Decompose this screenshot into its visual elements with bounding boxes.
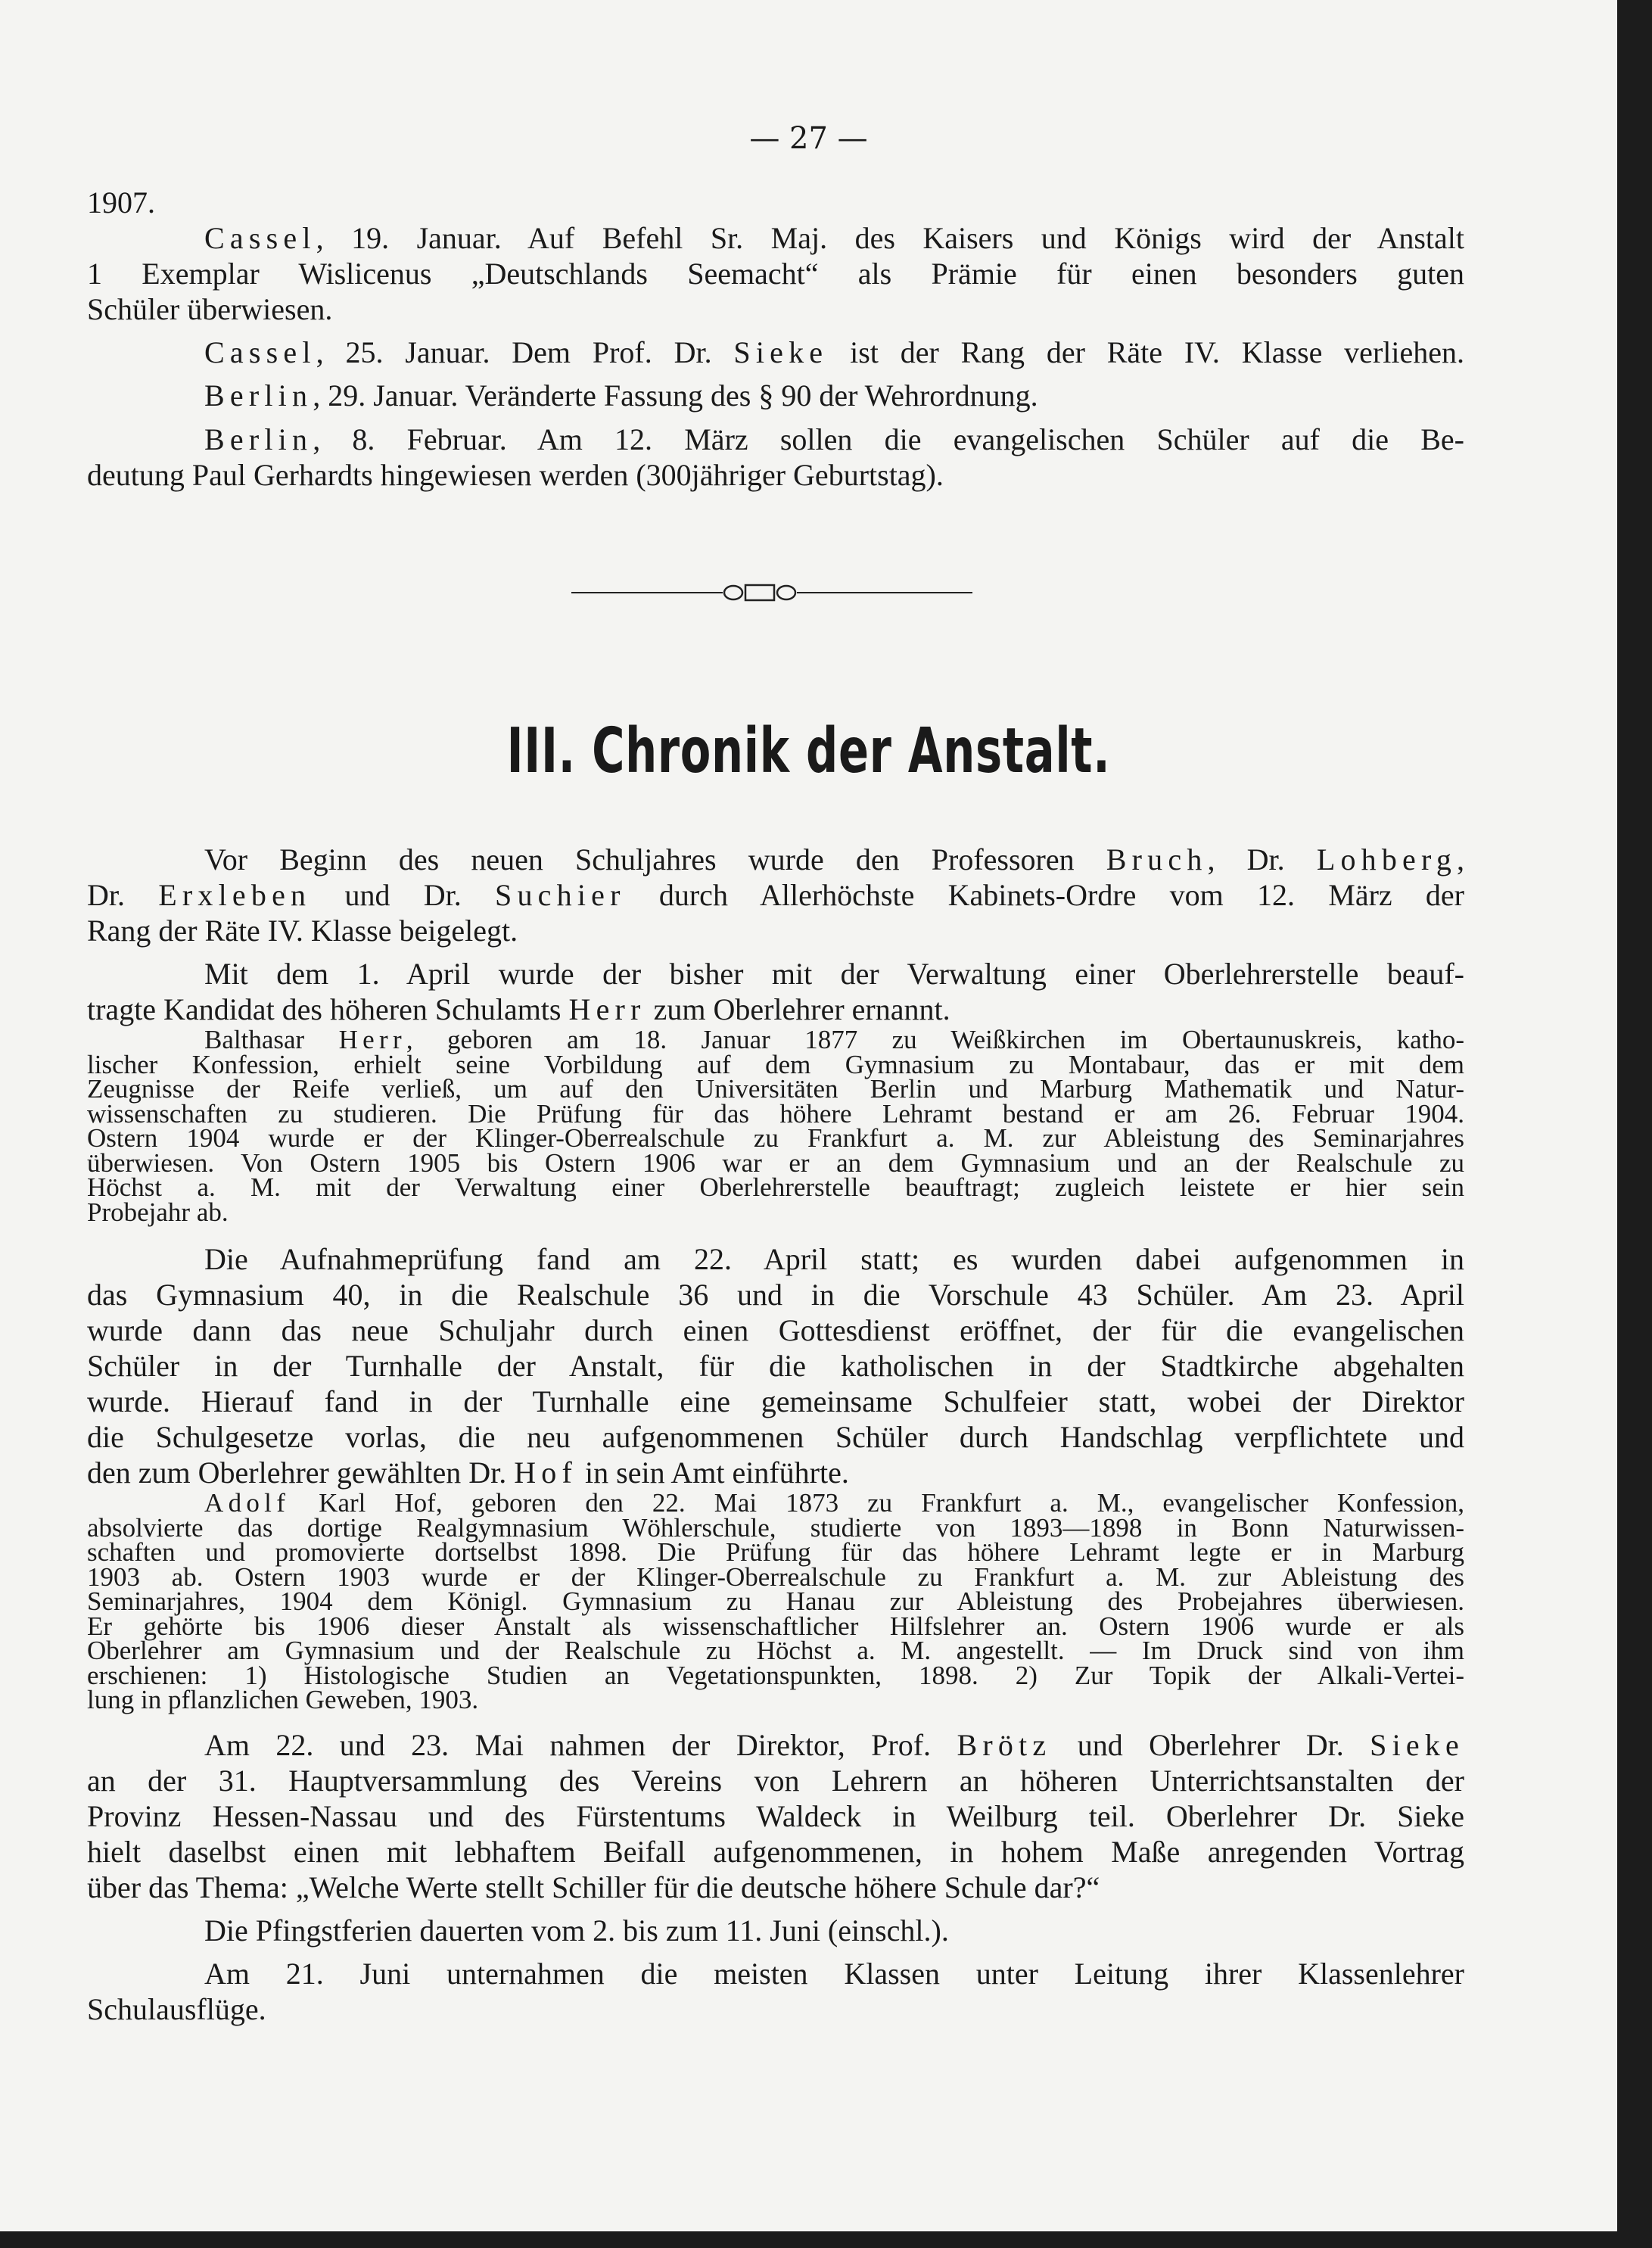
person-name: Brötz: [957, 1728, 1052, 1762]
place-name: Berlin: [204, 378, 313, 413]
text: in sein Amt einführte.: [577, 1456, 849, 1490]
paragraph-line: [87, 992, 1464, 1027]
place-name: Cassel: [204, 335, 316, 369]
bio-line: Er gehörte bis 1906 dieser Anstalt als wissenschaftlicher Hilfslehrer an. Ostern 1906 wurde er als: [87, 1611, 1464, 1641]
paragraph-line: Schüler in der Turnhalle der Anstalt, für die katholischen in der Stadtkirche abgehalten: [87, 1349, 1464, 1383]
section-heading: III. Chronik der Anstalt.: [506, 715, 1111, 787]
paragraph-line: Die Aufnahmeprüfung fand am 22. April statt; es wurden dabei aufgenommen in: [204, 1242, 1464, 1276]
entry-text: ist der Rang der Räte IV. Klasse verliehen.: [828, 335, 1464, 369]
paragraph-line: [204, 1727, 1464, 1763]
person-name: Lohberg: [1316, 842, 1458, 876]
entry-line: Schüler überwiesen.: [87, 292, 333, 326]
paragraph-line: an der 31. Hauptversammlung des Vereins von Lehrern an höheren Unterrichtsanstalten der: [87, 1764, 1464, 1798]
bio-line: Probejahr ab.: [87, 1197, 229, 1227]
entry-text: , 29. Januar. Veränderte Fassung des § 90 der Wehrordnung.: [313, 378, 1038, 413]
scan-border-right: [1617, 0, 1652, 2248]
bio-line: Seminarjahres, 1904 dem Königl. Gymnasium zu Hanau zur Ableistung des Probejahres überwiesen.: [87, 1586, 1464, 1616]
paragraph-line: wurde. Hierauf fand in der Turnhalle eine gemeinsame Schulfeier statt, wobei der Direktor: [87, 1384, 1464, 1418]
entry-text: , 8. Februar. Am 12. März sollen die evangelischen Schüler auf die Be-: [313, 422, 1464, 456]
text: zum Oberlehrer ernannt.: [646, 992, 950, 1026]
entry-text: , 19. Januar. Auf Befehl Sr. Maj. des Kaisers und Königs wird der Anstalt: [316, 221, 1464, 255]
bio-line: absolvierte das dortige Realgymnasium Wöhlerschule, studierte von 1893—1898 in Bonn Naturwissen-: [87, 1513, 1464, 1543]
person-name: Sieke: [1370, 1728, 1464, 1762]
person-name: Hof: [514, 1456, 578, 1490]
bio-line: [204, 1488, 1464, 1518]
paragraph-line: das Gymnasium 40, in die Realschule 36 und in die Vorschule 43 Schüler. Am 23. April: [87, 1278, 1464, 1312]
bio-line: [204, 1025, 1464, 1054]
paragraph-line: die Schulgesetze vorlas, die neu aufgenommenen Schüler durch Handschlag verpflichtete und: [87, 1420, 1464, 1454]
text: tragte Kandidat des höheren Schulamts: [87, 992, 569, 1026]
person-name: Erxleben: [158, 878, 312, 912]
text: Karl Hof, geboren den 22. Mai 1873 zu Frankfurt a. M., evangelischer Konfession,: [290, 1488, 1464, 1518]
entry-line: 1 Exemplar Wislicenus „Deutschlands Seemacht“ als Prämie für einen besonders guten: [87, 257, 1464, 291]
paragraph-line: Mit dem 1. April wurde der bisher mit der Verwaltung einer Oberlehrerstelle beauf-: [204, 957, 1464, 991]
bio-line: Höchst a. M. mit der Verwaltung einer Oberlehrerstelle beauftragt; zugleich leistete er hier sein: [87, 1172, 1464, 1202]
text: Balthasar: [204, 1025, 339, 1054]
bio-line: Ostern 1904 wurde er der Klinger-Oberrealschule zu Frankfurt a. M. zur Ableistung des Seminarjahres: [87, 1123, 1464, 1153]
bio-line: Oberlehrer am Gymnasium und der Realschule zu Höchst a. M. angestellt. — Im Druck sind von ihm: [87, 1636, 1464, 1665]
text: den zum Oberlehrer gewählten Dr.: [87, 1456, 515, 1490]
bio-line: erschienen: 1) Histologische Studien an Vegetationspunkten, 1898. 2) Zur Topik der Alkali-Vertei-: [87, 1661, 1464, 1690]
paragraph-line: [87, 1455, 1464, 1490]
person-name: Suchier: [495, 878, 626, 912]
bio-line: Zeugnisse der Reife verließ, um auf den Universitäten Berlin und Marburg Mathematik und Natur-: [87, 1074, 1464, 1104]
paragraph-line: Am 21. Juni unternahmen die meisten Klassen unter Leitung ihrer Klassenlehrer: [204, 1957, 1464, 1991]
text: Am 22. und 23. Mai nahmen der Direktor, Prof.: [204, 1728, 957, 1762]
text: , geboren am 18. Januar 1877 zu Weißkirchen im Obertaunuskreis, katho-: [406, 1025, 1464, 1054]
entry-line: [204, 378, 1582, 413]
paragraph-line: Schulausflüge.: [87, 1992, 266, 2026]
scan-border-bottom: [0, 2231, 1652, 2248]
text: durch Allerhöchste Kabinets-Ordre vom 12. März der: [625, 878, 1465, 912]
year-heading: 1907.: [87, 185, 155, 220]
bio-line: 1903 ab. Ostern 1903 wurde er der Klinger-Oberrealschule zu Frankfurt a. M. zur Ableistung des: [87, 1562, 1464, 1592]
text: Vor Beginn des neuen Schuljahres wurde den Professoren: [204, 842, 1106, 876]
entry-text: , 25. Januar. Dem Prof. Dr.: [316, 335, 734, 369]
text: , Dr.: [1207, 842, 1317, 876]
paragraph-line: Rang der Räte IV. Klasse beigelegt.: [87, 914, 518, 948]
paragraph-line: [87, 877, 1464, 913]
bio-line: lischer Konfession, erhielt seine Vorbildung auf dem Gymnasium zu Montabaur, das er mit dem: [87, 1050, 1464, 1079]
text: und Dr.: [311, 878, 496, 912]
paragraph-line: [204, 842, 1464, 877]
ornament-divider: [571, 581, 972, 604]
paragraph-line: wurde dann das neue Schuljahr durch einen Gottesdienst eröffnet, der für die evangelischen: [87, 1313, 1464, 1347]
paragraph-line: hielt daselbst einen mit lebhaftem Beifall aufgenommenen, in hohem Maße anregenden Vortrag: [87, 1835, 1464, 1869]
person-name: Bruch: [1106, 842, 1208, 876]
text: Dr.: [87, 878, 159, 912]
place-name: Berlin: [204, 422, 313, 456]
paragraph-line: Provinz Hessen-Nassau und des Fürstentums Waldeck in Weilburg teil. Oberlehrer Dr. Sieke: [87, 1799, 1464, 1833]
bio-line: wissenschaften zu studieren. Die Prüfung für das höhere Lehramt bestand er am 26. Februar 1904.: [87, 1099, 1464, 1129]
text: ,: [1457, 842, 1465, 876]
entry-line: [204, 335, 1464, 370]
paragraph-line: über das Thema: „Welche Werte stellt Schiller für die deutsche höhere Schule dar?“: [87, 1870, 1100, 1904]
person-name: Sieke: [733, 335, 829, 369]
text: und Oberlehrer Dr.: [1051, 1728, 1370, 1762]
person-name: Adolf: [204, 1488, 291, 1518]
paragraph-line: Die Pfingstferien dauerten vom 2. bis zum 11. Juni (einschl.).: [204, 1913, 949, 1948]
entry-line: [204, 220, 1464, 256]
entry-line: [204, 422, 1464, 457]
place-name: Cassel: [204, 221, 316, 255]
entry-line: deutung Paul Gerhardts hingewiesen werden (300jähriger Geburtstag).: [87, 458, 944, 492]
bio-line: schaften und promovierte dortselbst 1898. Die Prüfung für das höhere Lehramt legte er in Marburg: [87, 1537, 1464, 1567]
page-number: — 27 —: [749, 121, 868, 156]
bio-line: lung in pflanzlichen Geweben, 1903.: [87, 1685, 479, 1714]
bio-line: überwiesen. Von Ostern 1905 bis Ostern 1906 war er an dem Gymnasium und an der Realschule zu: [87, 1148, 1464, 1178]
person-name: Herr: [338, 1025, 406, 1054]
person-name: Herr: [568, 992, 646, 1026]
